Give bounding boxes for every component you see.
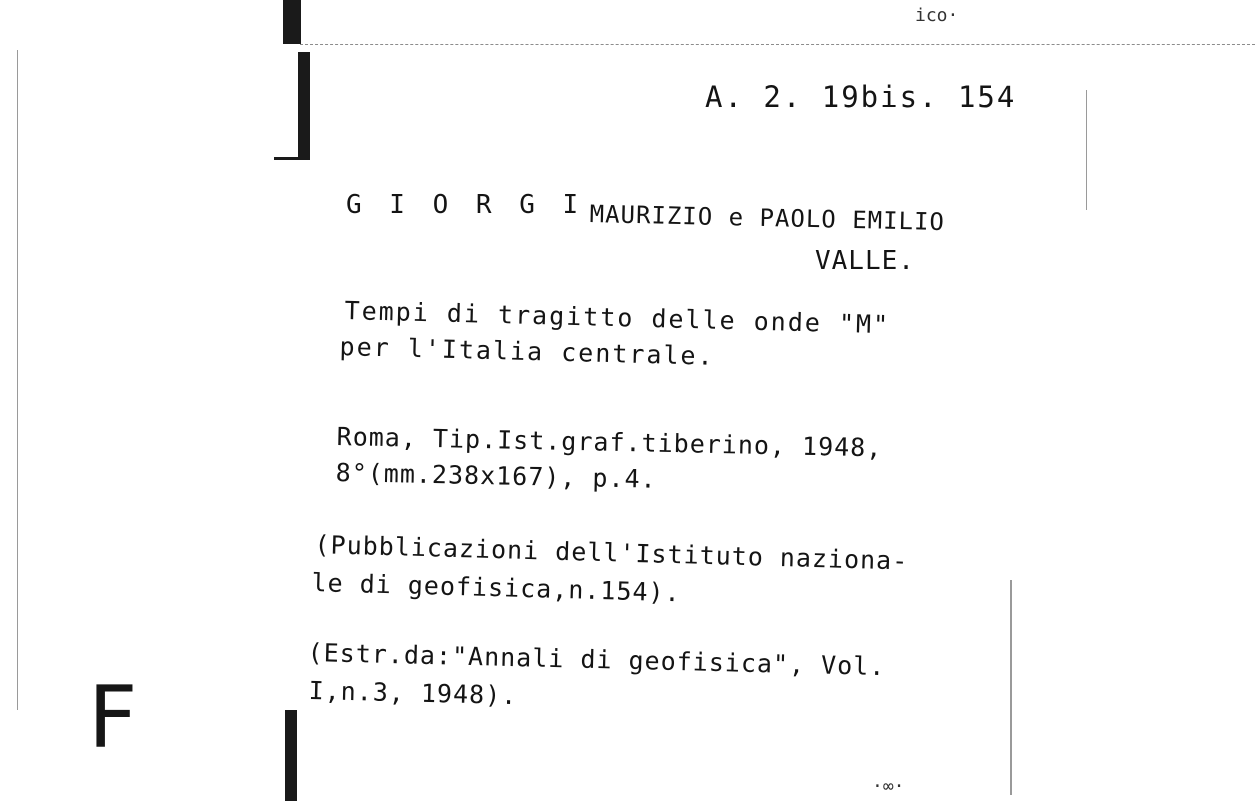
series-line-1: (Pubblicazioni dell'Istituto naziona- [314, 530, 909, 576]
top-fragment: ico· [915, 5, 959, 26]
title-line-2: per l'Italia centrale. [339, 332, 716, 371]
lower-binding-bar [285, 710, 297, 801]
author-surname: G I O R G I [346, 190, 585, 220]
right-scan-edge-upper [1086, 90, 1087, 210]
top-clip-mark [283, 0, 301, 44]
author-second-line: VALLE. [815, 246, 915, 276]
top-dashed-edge [300, 44, 1255, 45]
right-scan-edge [1010, 580, 1012, 795]
title-line-1: Tempi di tragitto delle onde "M" [344, 296, 891, 340]
imprint-line-2: 8°(mm.238x167), p.4. [335, 458, 657, 494]
shelfmark: A. 2. 19bis. 154 [705, 80, 1017, 114]
upper-binding-foot [274, 157, 310, 160]
bottom-fragment: ·∞· [872, 776, 905, 797]
series-line-2: le di geofisica,n.154). [311, 568, 682, 608]
left-scan-edge [17, 50, 18, 710]
corner-letter: F [88, 668, 138, 768]
upper-binding-bar [298, 52, 310, 160]
author-given-names: MAURIZIO e PAOLO EMILIO [589, 200, 946, 237]
extract-line-2: I,n.3, 1948). [308, 676, 518, 711]
imprint-line-1: Roma, Tip.Ist.graf.tiberino, 1948, [336, 422, 883, 463]
extract-line-1: (Estr.da:"Annali di geofisica", Vol. [307, 638, 886, 682]
